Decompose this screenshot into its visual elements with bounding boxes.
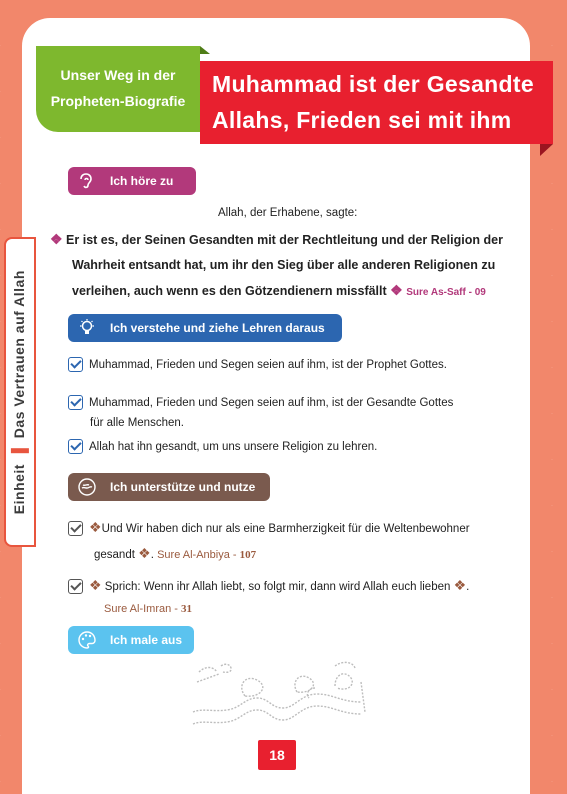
support-reference — [157, 549, 256, 561]
support-text-continued: gesandt ❖. Sure Al-Anbiya - 107 — [94, 545, 257, 561]
support-item — [68, 517, 508, 565]
section-listen-header — [68, 167, 196, 195]
section-understand-header — [68, 314, 342, 342]
ornament-icon: ❖ — [453, 577, 467, 593]
quran-verse — [50, 227, 520, 305]
lesson-text: Muhammad, Frieden und Segen seien auf ihm, ist der Prophet Gottes. — [89, 359, 447, 371]
verse-text-1: Er ist es, der Seinen Gesandten mit der Rechtleitung und der Religion der — [66, 233, 503, 247]
support-reference-name: Sure Al-Imran - — [104, 603, 178, 615]
subtitle-line-2: Propheten-Biografie — [50, 93, 186, 109]
lesson-item — [68, 437, 508, 457]
section-paint-label: Ich male aus — [110, 633, 183, 647]
unit-side-tab — [4, 237, 36, 547]
quote-intro: Allah, der Erhabene, sagte: — [218, 207, 358, 219]
checkbox-icon — [68, 521, 83, 536]
checkbox-icon — [68, 439, 83, 454]
lesson-text: Allah hat ihn gesandt, um uns unsere Religion zu lehren. — [89, 441, 378, 453]
support-reference — [68, 599, 508, 619]
ornament-icon: ❖ — [390, 282, 403, 298]
title-line-2: Allahs, Frieden sei mit ihm — [212, 107, 512, 133]
support-text: Und Wir haben dich nur als eine Barmherzigkeit für die Weltenbewohner — [101, 523, 470, 535]
hands-icon — [72, 475, 102, 499]
ornament-icon: ❖ — [89, 577, 102, 593]
unit-title: Das Vertrauen auf Allah — [10, 269, 27, 439]
lesson-item — [68, 355, 508, 375]
ear-icon — [72, 169, 102, 193]
checkbox-icon — [68, 579, 83, 594]
checkbox-icon — [68, 357, 83, 372]
verse-line-1 — [50, 227, 520, 253]
verse-line-3 — [50, 278, 520, 305]
section-paint-header — [68, 626, 194, 654]
support-text: Sprich: Wenn ihr Allah liebt, so folgt mir, dann wird Allah euch lieben — [104, 581, 451, 593]
lesson-text: Muhammad, Frieden und Segen seien auf ihm, ist der Gesandte Gottes — [89, 397, 454, 409]
section-support-label: Ich unterstütze und nutze — [110, 480, 256, 494]
support-reference-number: 107 — [239, 549, 257, 561]
unit-word: Einheit — [10, 463, 27, 515]
lesson-text-continued: für alle Menschen. — [90, 417, 184, 429]
section-support-header — [68, 473, 270, 501]
verse-text-3: verleihen, auch wenn es den Götzendienern missfällt — [72, 284, 387, 298]
ornament-icon: ❖ — [50, 231, 63, 247]
ornament-icon: ❖ — [138, 545, 151, 561]
section-understand-label: Ich verstehe und ziehe Lehren daraus — [110, 321, 325, 335]
unit-number-bar — [11, 448, 29, 453]
chapter-subtitle — [40, 62, 196, 114]
unit-side-label — [11, 270, 29, 514]
title-banner-fold — [540, 144, 553, 156]
title-line-1: Muhammad ist der Gesandte — [212, 71, 534, 97]
lightbulb-icon — [72, 316, 102, 340]
support-reference-number: 31 — [181, 603, 193, 615]
support-item: ❖ Sprich: Wenn ihr Allah liebt, so folgt mir, dann wird Allah euch lieben ❖. Sure Al-Imran - 31 — [68, 575, 508, 619]
subtitle-banner-fold — [200, 46, 210, 54]
verse-line-2: Wahrheit entsandt hat, um ihr den Sieg über alle anderen Religionen zu — [72, 258, 496, 272]
subtitle-banner-top — [36, 46, 200, 54]
verse-reference: Sure As-Saff - 09 — [406, 287, 486, 298]
support-reference-name: Sure Al-Anbiya - — [157, 549, 237, 561]
page-number: 18 — [258, 740, 296, 770]
calligraphy-coloring-drawing[interactable] — [185, 652, 375, 736]
page-title — [212, 66, 552, 138]
subtitle-line-1: Unser Weg in der — [60, 67, 176, 83]
section-listen-label: Ich höre zu — [110, 174, 174, 188]
support-text-2: gesandt — [94, 549, 135, 561]
ornament-icon: ❖ — [89, 519, 102, 535]
lesson-item — [68, 393, 508, 433]
checkbox-icon — [68, 395, 83, 410]
palette-icon — [72, 628, 102, 652]
